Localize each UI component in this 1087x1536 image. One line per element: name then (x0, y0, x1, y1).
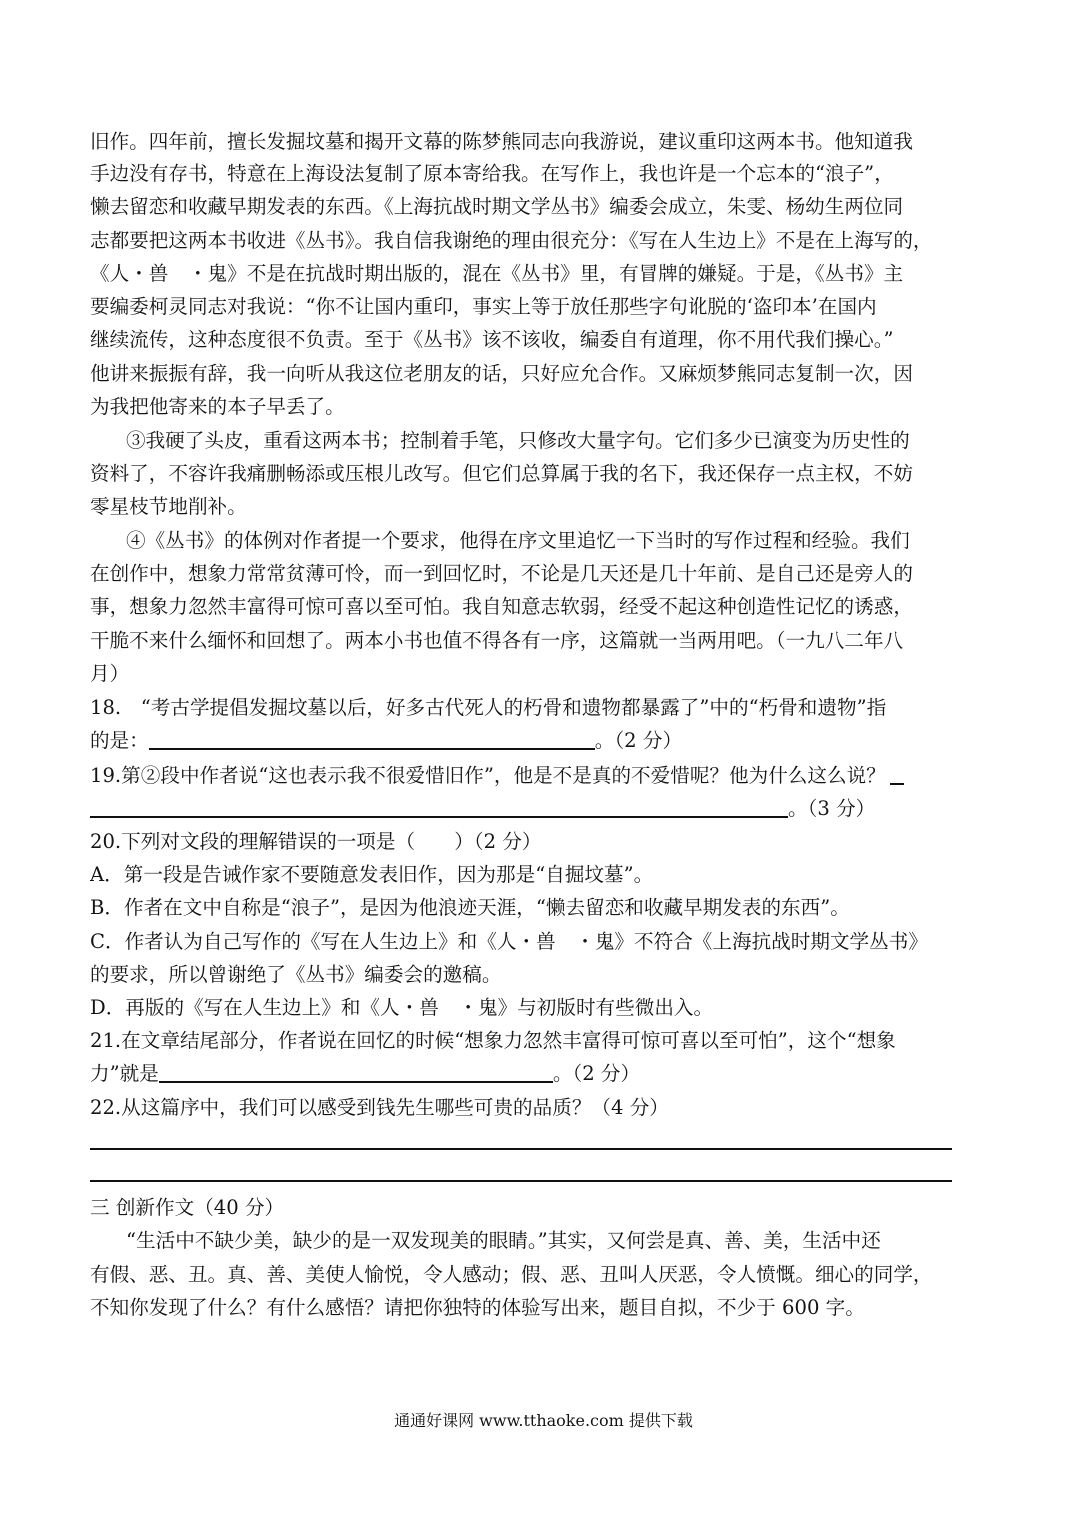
passage-line: 在创作中，想象力常常贫薄可怜，而一到回忆时，不论是几天还是几十年前、是自己还是旁人的 (90, 562, 913, 585)
page-footer: 通通好课网 www.tthaoke.com 提供下载 (394, 1411, 693, 1430)
question-20: 20.下列对文段的理解错误的一项是（ ）（2 分） (90, 830, 542, 853)
question-21-answer-line: 力”就是 。（2 分） (90, 1062, 641, 1085)
question-18-answer-line: 的是： 。（2 分） (90, 729, 683, 752)
passage-line: ③我硬了头皮，重看这两本书；控制着手笔，只修改大量字句。它们多少已演变为历史性的 (126, 429, 910, 452)
composition-line: 有假、恶、丑。真、善、美使人愉悦，令人感动；假、恶、丑叫人厌恶，令人愤慨。细心的同学， (90, 1263, 933, 1286)
composition-line: “生活中不缺少美，缺少的是一双发现美的眼睛。”其实，又何尝是真、善、美，生活中还 (126, 1229, 881, 1252)
answer-blank[interactable] (149, 747, 595, 750)
question-18: 18. “考古学提倡发掘坟墓以后，好多古代死人的朽骨和遗物都暴露了”中的“朽骨和遗物”指 (90, 696, 887, 719)
passage-line: 干脆不来什么缅怀和回想了。两本小书也值不得各有一序，这篇就一当两用吧。（一九八二年八 (90, 629, 904, 652)
passage-line: 《人・兽 ・鬼》不是在抗战时期出版的，混在《丛书》里，有冒牌的嫌疑。于是，《丛书》主 (90, 262, 904, 285)
answer-blank[interactable] (90, 815, 788, 818)
passage-line: 继续流传，这种态度很不负责。至于《丛书》该不该收，编委自有道理，你不用代我们操心。” (90, 328, 894, 351)
passage-line: 事，想象力忽然丰富得可惊可喜以至可怕。我自知意志软弱，经受不起这种创造性记忆的诱惑， (90, 595, 913, 618)
option-c-continued: 的要求，所以曾谢绝了《丛书》编委会的邀稿。 (90, 963, 502, 986)
composition-line: 不知你发现了什么？有什么感悟？请把你独特的体验写出来，题目自拟，不少于 600 字。 (90, 1296, 865, 1319)
passage-line: 要编委柯灵同志对我说：“你不让国内重印，事实上等于放任那些字句讹脱的‘盗印本’在国内 (90, 295, 877, 318)
passage-line: 志都要把这两本书收进《丛书》。我自信我谢绝的理由很充分：《写在人生边上》不是在上海写的， (90, 229, 933, 252)
option-d: D．再版的《写在人生边上》和《人・兽 ・鬼》与初版时有些微出入。 (90, 996, 714, 1019)
passage-line: 旧作。四年前，擅长发掘坟墓和揭开文幕的陈梦熊同志向我游说，建议重印这两本书。他知道我 (90, 130, 913, 153)
answer-line[interactable] (90, 1148, 952, 1150)
answer-blank[interactable] (159, 1080, 553, 1083)
passage-line: 他讲来振振有辞，我一向听从我这位老朋友的话，只好应允合作。又麻烦梦熊同志复制一次，因 (90, 362, 913, 385)
answer-blank[interactable] (890, 782, 904, 785)
passage-line: 为我把他寄来的本子早丢了。 (90, 395, 345, 418)
passage-line: ④《丛书》的体例对作者提一个要求，他得在序文里追忆一下当时的写作过程和经验。我们 (126, 529, 910, 552)
option-c: C．作者认为自己写作的《写在人生边上》和《人・兽 ・鬼》不符合《上海抗战时期文学丛书》 (90, 930, 928, 953)
question-22: 22.从这篇序中，我们可以感受到钱先生哪些可贵的品质？（4 分） (90, 1096, 669, 1119)
passage-line: 月） (90, 662, 130, 685)
passage-line: 懒去留恋和收藏早期发表的东西。《上海抗战时期文学丛书》编委会成立，朱雯、杨幼生两位同 (90, 195, 904, 218)
question-19: 19.第②段中作者说“这也表示我不很爱惜旧作”，他是不是真的不爱惜呢？他为什么这么说？ (90, 759, 904, 788)
section-heading: 三 创新作文（40 分） (90, 1196, 285, 1219)
passage-line: 零星枝节地削补。 (90, 495, 247, 518)
question-19-answer-line: 。（3 分） (90, 792, 875, 821)
passage-line: 资料了，不容许我痛删畅添或压根儿改写。但它们总算属于我的名下，我还保存一点主权，不妨 (90, 462, 913, 485)
option-b: B．作者在文中自称是“浪子”，是因为他浪迹天涯，“懒去留恋和收藏早期发表的东西”。 (90, 896, 850, 919)
answer-line[interactable] (90, 1180, 952, 1182)
passage-line: 手边没有存书，特意在上海设法复制了原本寄给我。在写作上，我也许是一个忘本的“浪子”， (90, 162, 894, 185)
question-21: 21.在文章结尾部分，作者说在回忆的时候“想象力忽然丰富得可惊可喜以至可怕”，这个“想象 (90, 1029, 896, 1052)
option-a: A．第一段是告诫作家不要随意发表旧作，因为那是“自掘坟墓”。 (90, 863, 654, 886)
